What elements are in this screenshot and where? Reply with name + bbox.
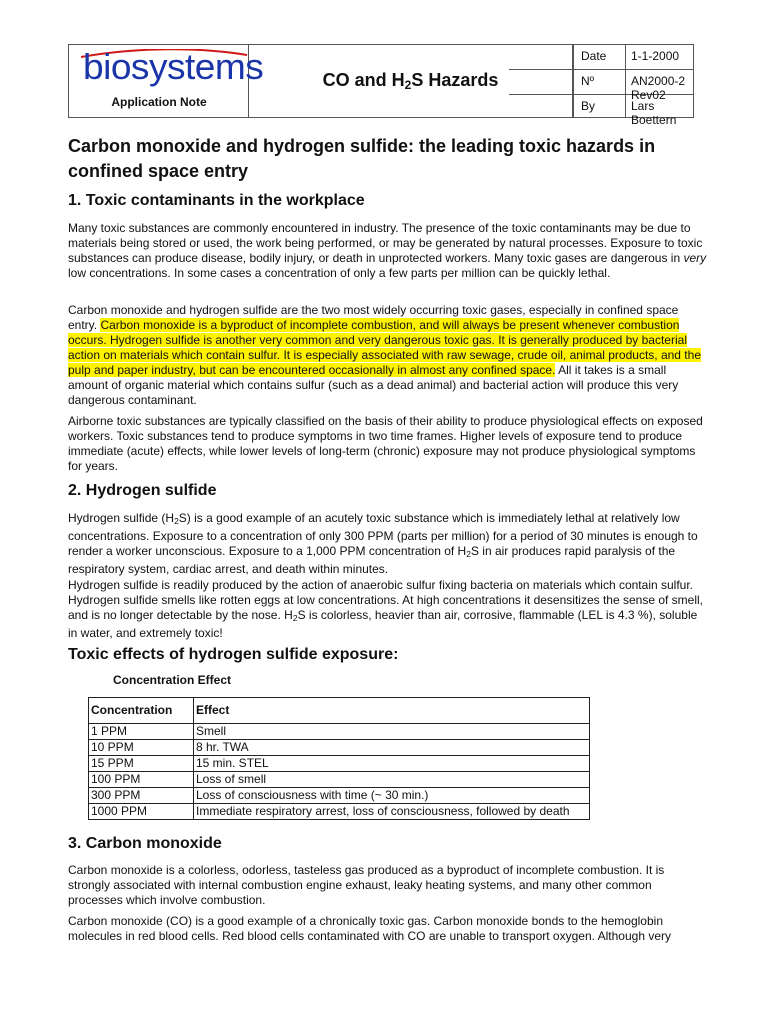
meta-label: Nº xyxy=(581,74,595,88)
document-short-title: CO and $H_2S$ Hazards xyxy=(322,70,499,92)
table-row xyxy=(89,804,590,820)
meta-value: Lars Boettern xyxy=(631,99,677,127)
section-heading: 3. Carbon monoxide xyxy=(68,835,222,852)
table-cell: Loss of consciousness with time (~ 30 min.) xyxy=(194,788,590,804)
paragraph: Hydrogen sulfide $(H_2S)$ is a good example of an acutely toxic substance which is immediately lethal at relatively low concentrations. Exposure to a concentration of only 300 PPM (parts per million) for a period of 30 minutes is enough to render a worker unconscious. Exposure to a 1,000 PPM concentration of $H_2S$ in air produces rapid paralysis of the respiratory system, cardiac arrest, and death within minutes. xyxy=(68,511,698,576)
company-logo: biosystems xyxy=(83,46,264,87)
table-cell: Immediate respiratory arrest, loss of consciousness, followed by death xyxy=(194,804,590,820)
concentration-table xyxy=(88,697,590,820)
logo-cell xyxy=(69,45,264,117)
paragraph: Airborne toxic substances are typically classified on the basis of their ability to produce physiological effects on exposed workers. Toxic substances tend to produce symptoms in two time frames. Higher levels of exposure tend to produce immediate (acute) effects, while lower levels of long-term (chronic) exposure may not produce physiological symptoms for years. xyxy=(68,414,703,473)
highlighted-text: Carbon monoxide is a byproduct of incomplete combustion, and will always be present whenever combustion occurs. Hydrogen sulfide is another very common and very dangerous toxic gas. It is generally produced by bacterial action on materials which contain sulfur. It is especially associated with raw sewage, crude oil, animal products, and the pulp and paper industry, but can be encountered occasionally in almost any confined space. xyxy=(68,318,701,377)
application-note-label: Application Note xyxy=(111,95,207,109)
meta-label: Date xyxy=(581,49,607,63)
table-row xyxy=(89,724,590,740)
document-header xyxy=(68,44,694,127)
paragraph: Many toxic substances are commonly encountered in industry. The presence of the toxic contaminants may be due to materials being stored or used, the work being performed, or may be generated by natural processes. Exposure to toxic substances can produce disease, bodily injury, or death in unprotected workers. Many toxic gases are dangerous in very low concentrations. In some cases a concentration of only a few parts per million can be quickly lethal. xyxy=(68,221,707,280)
meta-row-number xyxy=(509,70,693,102)
paragraph: Hydrogen sulfide is readily produced by the action of anaerobic sulfur fixing bacteria on materials which contain sulfur. Hydrogen sulfide smells like rotten eggs at low concentrations. At high concentrations it desensitizes the sense of smell, and is no longer detectable by the nose. $H_2S$ is colorless, heavier than air, corrosive, flammable (LEL is 4.3 %), soluble in water, and extremely toxic! xyxy=(68,578,703,640)
table-cell: 100 PPM xyxy=(89,772,194,788)
table-cell: 8 hr. TWA xyxy=(194,740,590,756)
table-row xyxy=(89,756,590,772)
table-caption: Concentration Effect xyxy=(113,673,232,687)
meta-left-divider xyxy=(573,45,574,117)
table-row xyxy=(89,740,590,756)
table-cell: 1 PPM xyxy=(89,724,194,740)
table-cell: Smell xyxy=(194,724,590,740)
section-heading: 1. Toxic contaminants in the workplace xyxy=(68,192,365,209)
subsection-heading: Toxic effects of hydrogen sulfide exposure: xyxy=(68,646,399,663)
table-cell: 15 PPM xyxy=(89,756,194,772)
paragraph: Carbon monoxide and hydrogen sulfide are the two most widely occurring toxic gases, especially in confined space entry. Carbon monoxide is a byproduct of incomplete combustion, and will always be present whenever combustion occurs. Hydrogen sulfide is another very common and very dangerous toxic gas. It is generally produced by bacterial action on materials which contain sulfur. It is especially associated with raw sewage, crude oil, animal products, and the pulp and paper industry, but can be encountered occasionally in almost any confined space. All it takes is a small amount of organic material which contains sulfur (such as a dead animal) and bacterial action will produce this very dangerous contaminant. xyxy=(68,303,701,407)
meta-table xyxy=(509,45,693,127)
paragraph: Carbon monoxide is a colorless, odorless, tasteless gas produced as a byproduct of incomplete combustion. It is strongly associated with internal combustion engine exhaust, leaky heating systems, and many other common processes which involve combustion. xyxy=(68,863,665,907)
table-header-row xyxy=(89,698,590,724)
meta-value: 1-1-2000 xyxy=(631,49,680,63)
meta-inner-divider xyxy=(625,45,626,117)
column-header: Concentration xyxy=(89,698,194,724)
section-heading: 2. Hydrogen sulfide xyxy=(68,482,217,499)
column-header: Effect xyxy=(194,698,590,724)
paragraph: Carbon monoxide (CO) is a good example of a chronically toxic gas. Carbon monoxide bonds to the hemoglobin molecules in red blood cells. Red blood cells contaminated with CO are unable to transport oxygen. Although very xyxy=(68,914,672,943)
table-cell: 300 PPM xyxy=(89,788,194,804)
meta-row-author xyxy=(509,95,693,127)
meta-row-date xyxy=(509,45,693,70)
meta-value: AN2000-2 Rev02 xyxy=(631,74,686,102)
table-cell: 10 PPM xyxy=(89,740,194,756)
table-cell: Loss of smell xyxy=(194,772,590,788)
table-cell: 15 min. STEL xyxy=(194,756,590,772)
meta-label: By xyxy=(581,99,596,113)
table-row xyxy=(89,772,590,788)
table-cell: 1000 PPM xyxy=(89,804,194,820)
document-title: Carbon monoxide and hydrogen sulfide: the leading toxic hazards in confined space entry xyxy=(68,136,656,181)
table-row xyxy=(89,788,590,804)
